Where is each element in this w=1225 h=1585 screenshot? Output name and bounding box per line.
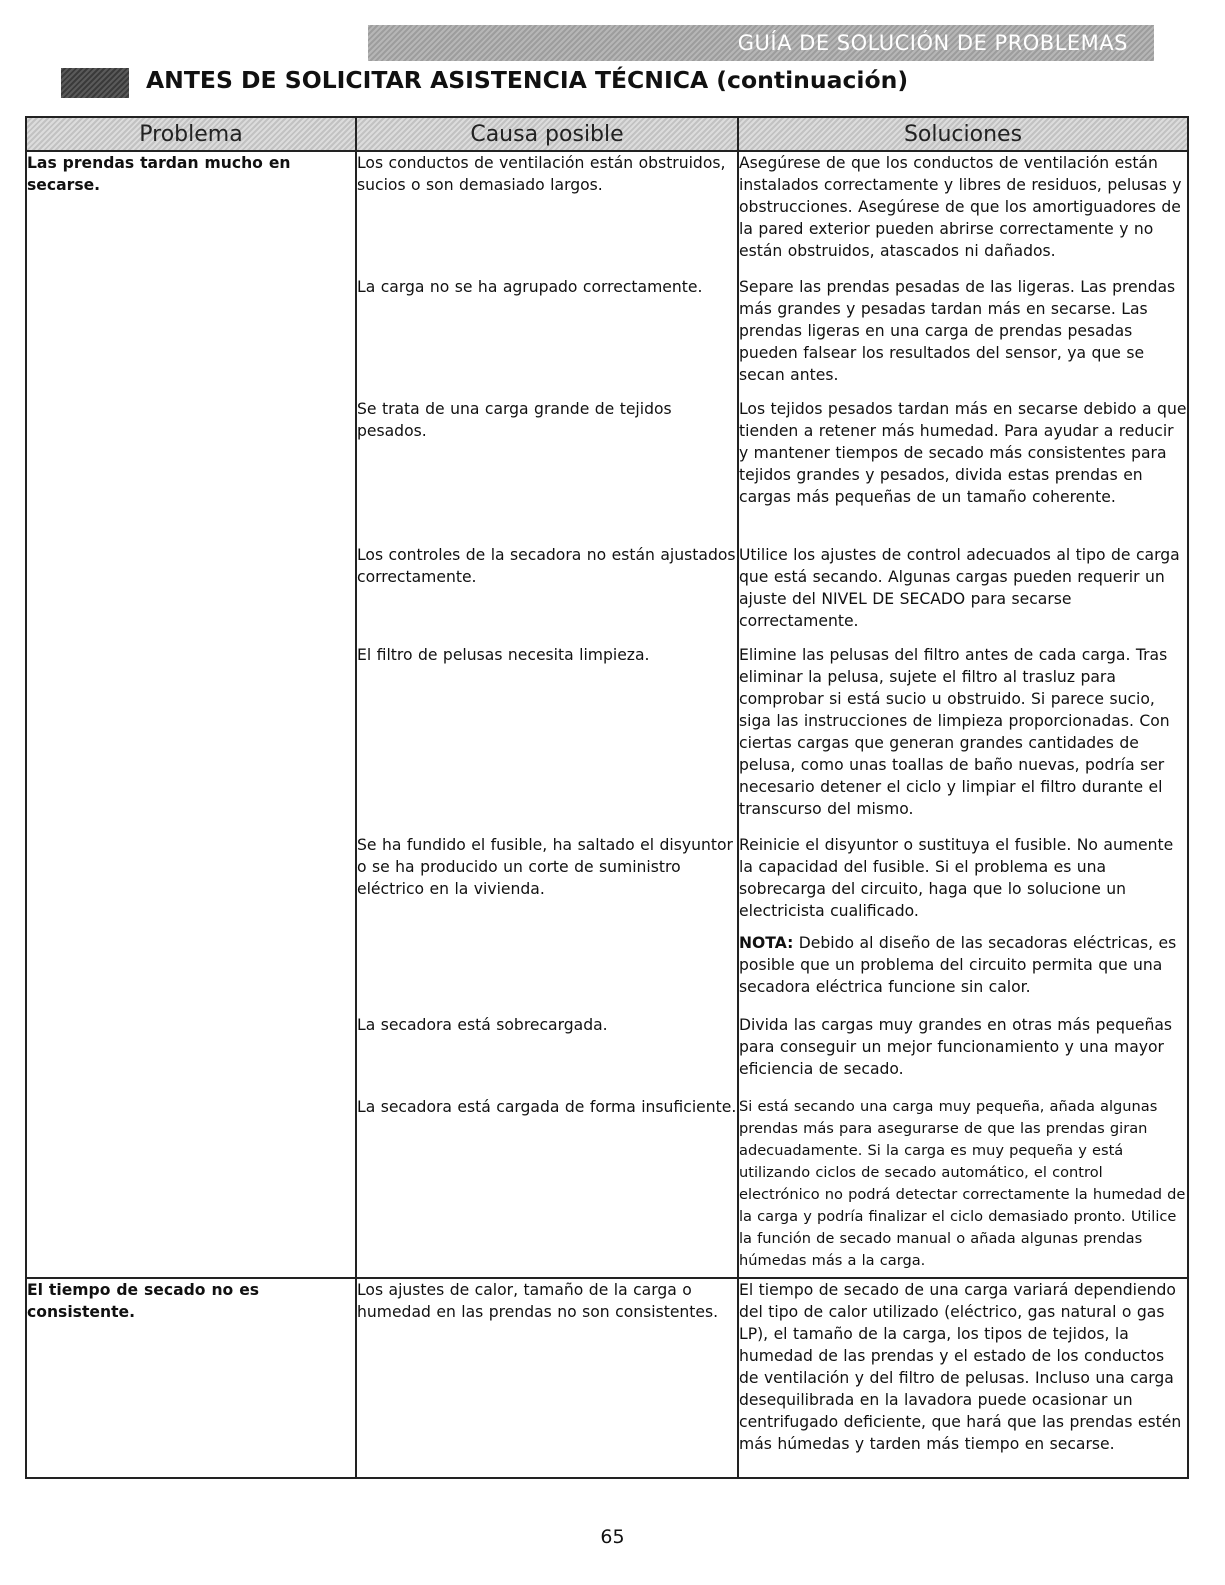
cause-cell: El filtro de pelusas necesita limpieza. xyxy=(356,644,738,834)
solution-cell: Asegúrese de que los conductos de ventilación están instalados correctamente y libres de residuos, pelusas y obstrucciones. Asegúrese de que los amortiguadores de la pared exterior pueden abrirse correctamente y no están obstruidos, atascados ni dañados. xyxy=(738,151,1188,276)
problem-cell xyxy=(26,644,356,834)
table-row xyxy=(26,151,1188,276)
table-row xyxy=(26,834,1188,1014)
solution-cell: Separe las prendas pesadas de las ligeras. Las prendas más grandes y pesadas tardan más en secarse. Las prendas ligeras en una carga de prendas pesadas pueden falsear los resultados del sensor, ya que se secan antes. xyxy=(738,276,1188,398)
problem-cell: Las prendas tardan mucho en secarse. xyxy=(26,151,356,276)
solution-cell: Divida las cargas muy grandes en otras más pequeñas para conseguir un mejor funcionamiento y una mayor eficiencia de secado. xyxy=(738,1014,1188,1096)
note-paragraph xyxy=(739,932,1187,998)
solution-cell xyxy=(738,834,1188,1014)
cause-cell: Se ha fundido el fusible, ha saltado el disyuntor o se ha producido un corte de suministro eléctrico en la vivienda. xyxy=(356,834,738,1014)
section-title: ANTES DE SOLICITAR ASISTENCIA TÉCNICA (continuación) xyxy=(146,66,909,94)
table-header-row xyxy=(26,117,1188,151)
cause-cell: La secadora está cargada de forma insuficiente. xyxy=(356,1096,738,1278)
problem-cell xyxy=(26,544,356,644)
table-row xyxy=(26,398,1188,544)
cause-cell: Los conductos de ventilación están obstruidos, sucios o son demasiado largos. xyxy=(356,151,738,276)
column-header-cause: Causa posible xyxy=(356,117,738,151)
cause-cell: Los controles de la secadora no están ajustados correctamente. xyxy=(356,544,738,644)
solution-cell: Los tejidos pesados tardan más en secarse debido a que tienden a retener más humedad. Para ayudar a reducir y mantener tiempos de secado más consistentes para tejidos grandes y pesados, divida estas prendas en cargas más pequeñas de un tamaño coherente. xyxy=(738,398,1188,544)
cause-cell: La carga no se ha agrupado correctamente. xyxy=(356,276,738,398)
note-label: NOTA: xyxy=(739,934,794,952)
table-row xyxy=(26,544,1188,644)
cause-cell: La secadora está sobrecargada. xyxy=(356,1014,738,1096)
note-text: Debido al diseño de las secadoras eléctricas, es posible que un problema del circuito permita que una secadora eléctrica funcione sin calor. xyxy=(739,934,1177,996)
problem-cell xyxy=(26,276,356,398)
troubleshooting-table xyxy=(25,116,1189,1479)
solution-text: Reinicie el disyuntor o sustituya el fusible. No aumente la capacidad del fusible. Si el problema es una sobrecarga del circuito, haga que lo solucione un electricista cualificado. xyxy=(739,836,1174,920)
problem-cell xyxy=(26,834,356,1014)
solution-cell: Utilice los ajustes de control adecuados al tipo de carga que está secando. Algunas cargas pueden requerir un ajuste del NIVEL DE SECADO para secarse correctamente. xyxy=(738,544,1188,644)
section-marker xyxy=(61,68,129,98)
problem-cell xyxy=(26,398,356,544)
table-row xyxy=(26,1096,1188,1278)
solution-cell: Elimine las pelusas del filtro antes de cada carga. Tras eliminar la pelusa, sujete el filtro al trasluz para comprobar si está sucio u obstruido. Si parece sucio, siga las instrucciones de limpieza proporcionadas. Con ciertas cargas que generan grandes cantidades de pelusa, como unas toallas de baño nuevas, podría ser necesario detener el ciclo y limpiar el filtro durante el transcurso del mismo. xyxy=(738,644,1188,834)
problem-cell xyxy=(26,1096,356,1278)
guide-banner: GUÍA DE SOLUCIÓN DE PROBLEMAS xyxy=(368,25,1154,61)
table-row xyxy=(26,644,1188,834)
page-number: 65 xyxy=(600,1526,625,1548)
table-row xyxy=(26,1014,1188,1096)
problem-cell xyxy=(26,1014,356,1096)
column-header-problem: Problema xyxy=(26,117,356,151)
problem-cell: El tiempo de secado no es consistente. xyxy=(26,1278,356,1478)
column-header-solutions: Soluciones xyxy=(738,117,1188,151)
cause-cell: Se trata de una carga grande de tejidos pesados. xyxy=(356,398,738,544)
solution-cell: El tiempo de secado de una carga variará dependiendo del tipo de calor utilizado (eléctrico, gas natural o gas LP), el tamaño de la carga, los tipos de tejidos, la humedad de las prendas y el estado de los conductos de ventilación y del filtro de pelusas. Incluso una carga desequilibrada en la lavadora puede ocasionar un centrifugado deficiente, que hará que las prendas estén más húmedas y tarden más tiempo en secarse. xyxy=(738,1278,1188,1478)
table-row xyxy=(26,1278,1188,1478)
cause-cell: Los ajustes de calor, tamaño de la carga o humedad en las prendas no son consistentes. xyxy=(356,1278,738,1478)
table-row xyxy=(26,276,1188,398)
solution-cell: Si está secando una carga muy pequeña, añada algunas prendas más para asegurarse de que las prendas giran adecuadamente. Si la carga es muy pequeña y está utilizando ciclos de secado automático, el control electrónico no podrá detectar correctamente la humedad de la carga y podría finalizar el ciclo demasiado pronto. Utilice la función de secado manual o añada algunas prendas húmedas más a la carga. xyxy=(738,1096,1188,1278)
